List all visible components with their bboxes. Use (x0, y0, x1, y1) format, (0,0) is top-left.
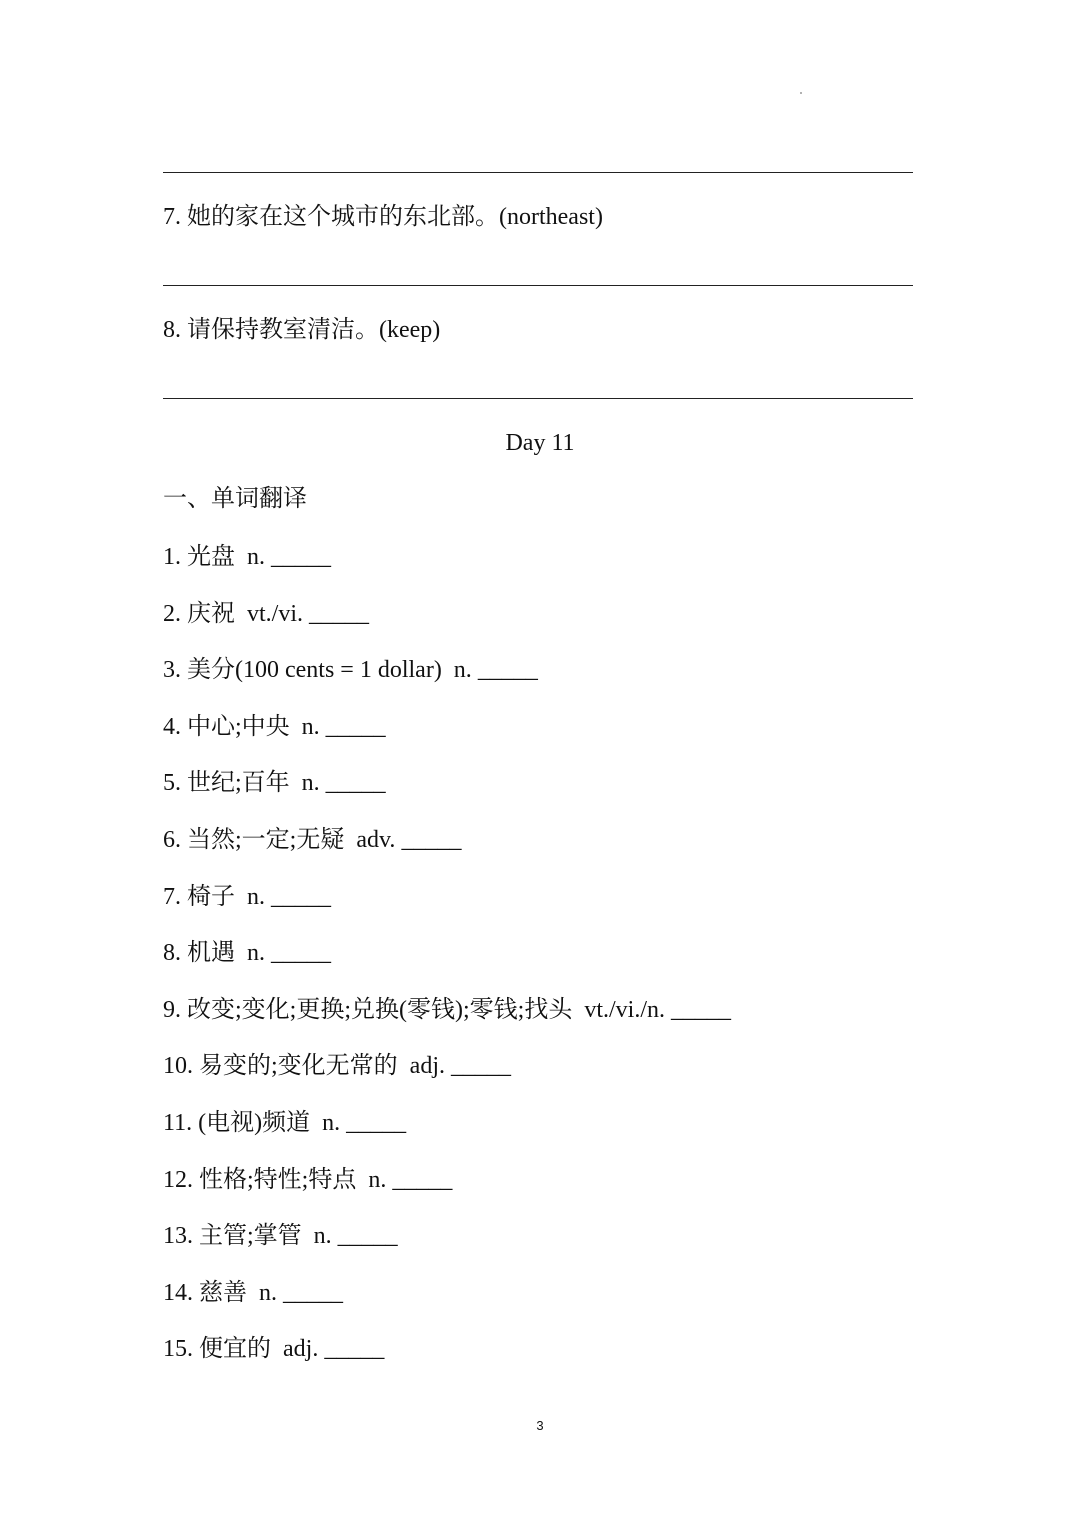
answer-blank[interactable]: _____ (325, 714, 386, 740)
word-item (163, 1051, 511, 1081)
word-item (163, 825, 461, 855)
word-number: 3. (163, 657, 181, 683)
answer-blank[interactable]: _____ (309, 601, 370, 627)
answer-blank[interactable]: _____ (346, 1110, 407, 1136)
word-prompt: 庆祝 vt./vi. (187, 601, 304, 627)
answer-blank[interactable]: _____ (392, 1167, 453, 1193)
answer-line-8[interactable] (163, 398, 913, 399)
word-prompt: 易变的;变化无常的 adj. (199, 1053, 445, 1079)
word-item (163, 655, 538, 685)
word-prompt: 世纪;百年 n. (187, 770, 320, 796)
word-number: 10. (163, 1053, 193, 1079)
page-number: 3 (536, 1418, 544, 1433)
answer-blank[interactable]: _____ (337, 1223, 398, 1249)
word-number: 5. (163, 770, 181, 796)
word-item (163, 768, 386, 798)
word-item (163, 1108, 406, 1138)
word-number: 14. (163, 1280, 193, 1306)
word-prompt: 光盘 n. (187, 544, 265, 570)
word-prompt: 中心;中央 n. (187, 714, 320, 740)
word-prompt: 性格;特性;特点 n. (199, 1167, 387, 1193)
word-number: 9. (163, 997, 181, 1023)
sentence-number: 7. (163, 204, 181, 230)
word-item (163, 599, 369, 629)
word-item (163, 1165, 452, 1195)
word-prompt: (电视)频道 n. (198, 1110, 341, 1136)
word-number: 13. (163, 1223, 193, 1249)
word-item (163, 1221, 398, 1251)
word-item (163, 712, 386, 742)
word-item (163, 1334, 384, 1364)
word-prompt: 便宜的 adj. (199, 1336, 319, 1362)
sentence-text: 她的家在这个城市的东北部。(northeast) (187, 204, 603, 230)
word-item (163, 938, 331, 968)
word-number: 2. (163, 601, 181, 627)
answer-blank[interactable]: _____ (477, 657, 538, 683)
word-number: 12. (163, 1167, 193, 1193)
word-item (163, 1278, 343, 1308)
sentence-number: 8. (163, 317, 181, 343)
sentence-7 (163, 202, 603, 232)
word-prompt: 主管;掌管 n. (199, 1223, 332, 1249)
word-prompt: 慈善 n. (199, 1280, 277, 1306)
word-number: 15. (163, 1336, 193, 1362)
word-number: 4. (163, 714, 181, 740)
section-title: 一、单词翻译 (163, 486, 307, 512)
word-prompt: 机遇 n. (187, 940, 265, 966)
word-number: 1. (163, 544, 181, 570)
answer-blank[interactable]: _____ (401, 827, 462, 853)
sentence-text: 请保持教室清洁。(keep) (187, 317, 441, 343)
day-title: Day 11 (505, 430, 575, 456)
answer-blank[interactable]: _____ (283, 1280, 343, 1306)
scan-speck (800, 92, 802, 94)
answer-line-6[interactable] (163, 172, 913, 173)
answer-blank[interactable]: _____ (271, 884, 331, 910)
word-item (163, 995, 731, 1025)
answer-blank[interactable]: _____ (271, 544, 331, 570)
word-number: 8. (163, 940, 181, 966)
word-number: 6. (163, 827, 181, 853)
answer-blank[interactable]: _____ (325, 770, 386, 796)
answer-blank[interactable]: _____ (671, 997, 731, 1023)
answer-blank[interactable]: _____ (451, 1053, 511, 1079)
word-prompt: 美分(100 cents = 1 dollar) n. (187, 657, 472, 683)
word-prompt: 椅子 n. (187, 884, 265, 910)
word-prompt: 当然;一定;无疑 adv. (187, 827, 396, 853)
word-item (163, 882, 331, 912)
word-number: 11. (163, 1110, 193, 1136)
word-number: 7. (163, 884, 181, 910)
answer-line-7[interactable] (163, 285, 913, 286)
answer-blank[interactable]: _____ (324, 1336, 385, 1362)
word-item (163, 542, 331, 572)
sentence-8 (163, 315, 440, 345)
word-prompt: 改变;变化;更换;兑换(零钱);零钱;找头 vt./vi./n. (187, 997, 665, 1023)
answer-blank[interactable]: _____ (271, 940, 331, 966)
